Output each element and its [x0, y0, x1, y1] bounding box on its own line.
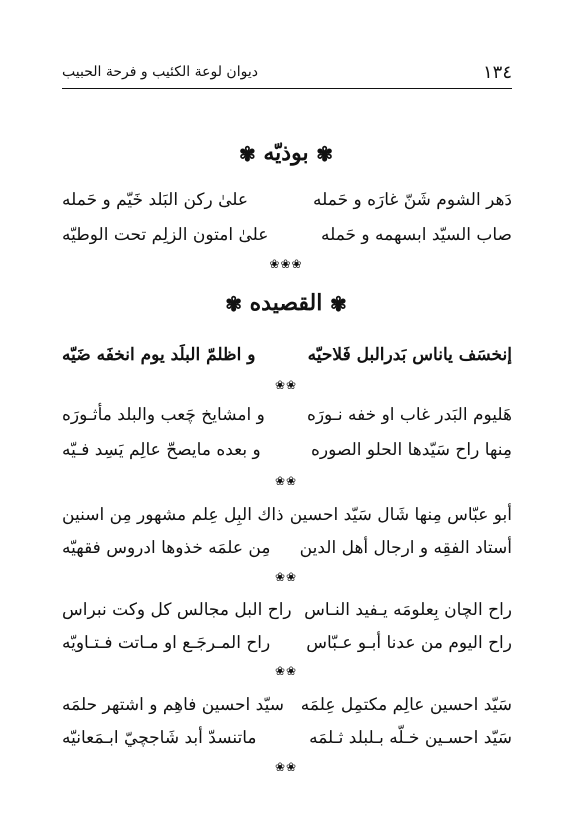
end-mark: ❀❀❀ — [269, 257, 303, 271]
ornament-icon: ✾ — [225, 292, 242, 316]
opening-verse — [62, 345, 512, 373]
first-hemistich: صاب السيّد ابسهمه و حَمله — [320, 225, 512, 245]
first-hemistich: سَيّد احسين عالِم مكتمِل عِلمَه — [300, 695, 512, 715]
second-hemistich: مِن علمَه خذوها ادروس فقهيّه — [62, 538, 271, 558]
first-hemistich: سَيّد احسـين خـلّه بـلبلد ثـلمَه — [309, 728, 512, 748]
page-header — [62, 62, 512, 84]
section-title-text: القصيده — [249, 290, 323, 316]
verse-line — [62, 695, 512, 723]
running-title: ديوان لوعة الكئيب و فرحة الحبيب — [62, 64, 258, 80]
second-hemistich: ذاك البِل عِلم مشهور مِن اسنين — [62, 505, 284, 525]
first-hemistich: دَهر الشوم شَنّ غارَه و حَمله — [313, 190, 512, 210]
first-hemistich: مِنها راح سَيّدها الحلو الصوره — [310, 440, 512, 460]
verse-line — [62, 633, 512, 661]
verse-line — [62, 225, 512, 253]
second-hemistich: راح البل مجالس كل وكت نبراس — [62, 600, 292, 620]
stanza-mark: ❀❀ — [274, 570, 298, 584]
second-hemistich: علىٰ امتون الزلِم تحت الوطيّه — [62, 225, 269, 245]
verse-line — [62, 600, 512, 628]
section-title-text: بوذيّه — [263, 140, 309, 166]
stanza-mark: ❀❀ — [274, 664, 298, 678]
stanza-mark: ❀❀ — [274, 474, 298, 488]
first-hemistich: راح اليوم من عدنا أبـو عـبّاس — [306, 633, 512, 653]
second-hemistich: و بعده مايصحّ عالِم يَسِد فـيّه — [62, 440, 261, 460]
verse-line — [62, 505, 512, 533]
verse-line — [62, 405, 512, 433]
stanza-mark: ❀❀ — [274, 760, 298, 774]
first-hemistich: راح الچان بِعلومَه يـفيد النـاس — [304, 600, 512, 620]
second-hemistich: علىٰ ركن البَلد خَيّم و حَمله — [62, 190, 249, 210]
section-title-bodhiyya — [0, 140, 572, 166]
verse-line — [62, 728, 512, 756]
first-hemistich: أبو عبّاس مِنها شَال سَيّد احسين — [289, 505, 512, 525]
stanza-mark: ❀❀ — [274, 378, 298, 392]
header-divider — [62, 88, 512, 89]
second-hemistich: راح المـرجَـع او مـاتت فـتـاويّه — [62, 633, 271, 653]
verse-line — [62, 440, 512, 468]
ornament-icon: ✾ — [238, 142, 256, 166]
second-hemistich: سيّد احسين فاهِم و اشتهر حلمَه — [62, 695, 284, 715]
ornament-icon: ✾ — [316, 142, 334, 166]
verse-line — [62, 190, 512, 218]
first-hemistich: أستاد الفقِه و ارجال أهل الدين — [299, 538, 512, 558]
second-hemistich: و امشايخ چَعب والبلد مأثـورَه — [62, 405, 265, 425]
first-hemistich: هَليوم البَدر غاب او خفه نـورَه — [306, 405, 512, 425]
section-title-qasida — [0, 290, 572, 316]
second-hemistich: و اظلمّ البلَد يوم انخفَه ضَيّه — [62, 345, 256, 365]
ornament-icon: ✾ — [330, 292, 347, 316]
page-number: ١٣٤ — [482, 62, 512, 83]
first-hemistich: إنخسَف ياناس بَدرالبل فَلاحيّه — [307, 345, 512, 365]
second-hemistich: ماتنسدّ أبد شَاجچيّ ابـمَعانيّه — [62, 728, 257, 748]
verse-line — [62, 538, 512, 566]
